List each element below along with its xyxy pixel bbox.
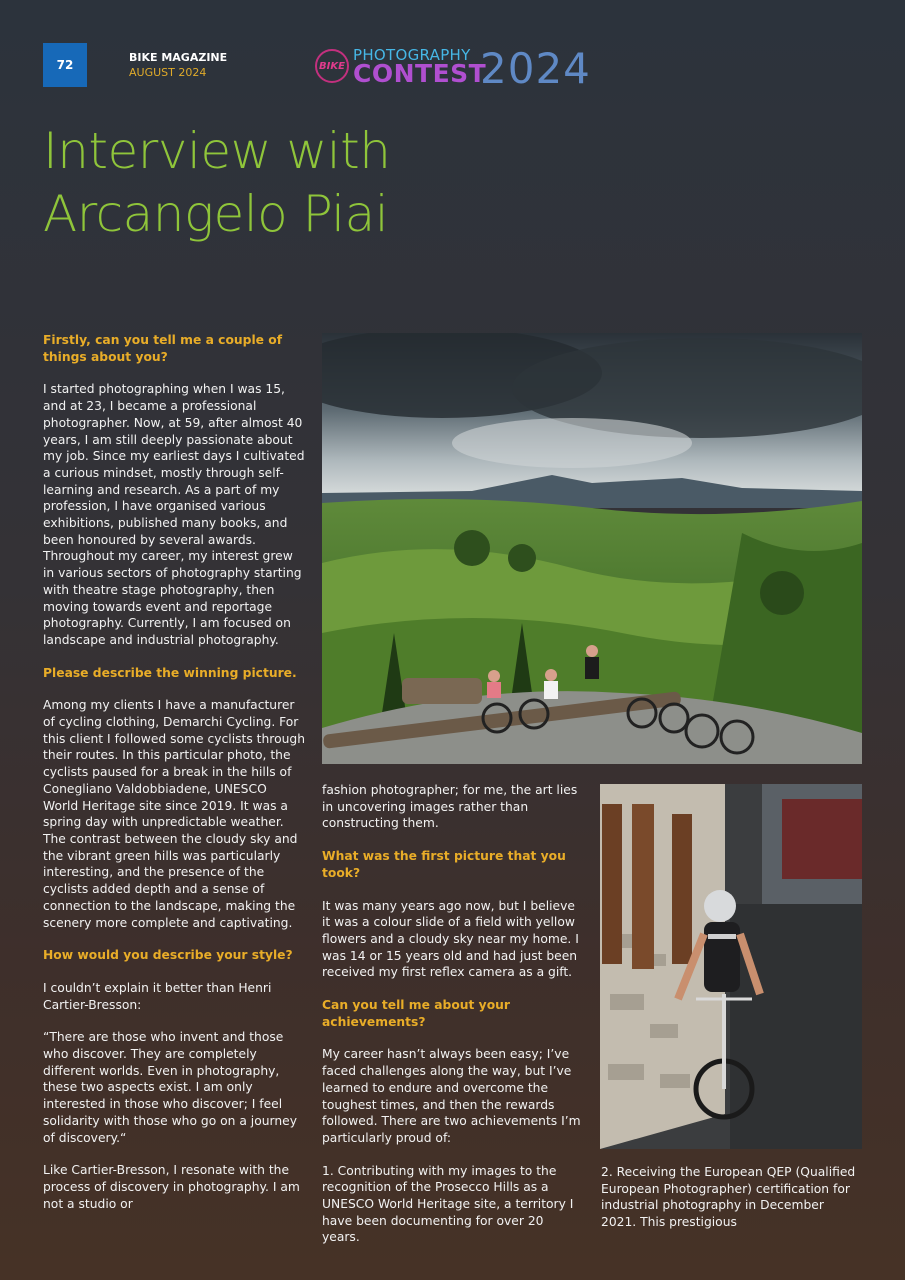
- magazine-masthead: [129, 50, 227, 80]
- article-column-3: [601, 1164, 863, 1247]
- answer-paragraph: It was many years ago now, but I believe it was a colour slide of a field with yellow flowers and a cloudy sky near my home. I was 14 or 15 years old and had just been received my first reflex camera as a gift.: [322, 898, 579, 980]
- article-title: [43, 120, 543, 246]
- page-number: 72: [43, 43, 87, 87]
- landscape-photo: [322, 333, 862, 764]
- question-heading: Can you tell me about your achievements?: [322, 998, 510, 1029]
- answer-paragraph: I started photographing when I was 15, and at 23, I became a professional photographer. Now, at 59, after almost 40 years, I am still deeply passionate about my job. Since my earliest days I cultivated a curious mindset, mostly through self-learning and research. As a part of my profession, I have organised various exhibitions, published many books, and been honoured by several awards. Throughout my career, my interest grew in various sectors of photography starting with theatre stage photography, then moving towards event and reportage photography. Currently, I am focused on landscape and industrial photography.: [43, 382, 305, 647]
- contest-label: CONTEST: [353, 59, 487, 88]
- contest-year: 2024: [480, 44, 591, 93]
- answer-paragraph: 1. Contributing with my images to the recognition of the Prosecco Hills as a UNESCO World Heritage site, a territory I have been documenting for over 20 years.: [322, 1163, 574, 1245]
- article-title-line2: Arcangelo Piai: [43, 185, 389, 243]
- article-column-2: [322, 782, 584, 1262]
- issue-date: AUGUST 2024: [129, 66, 207, 79]
- question-heading: What was the first picture that you took?: [322, 849, 566, 880]
- magazine-name: BIKE MAGAZINE: [129, 51, 228, 64]
- answer-paragraph: Among my clients I have a manufacturer of cycling clothing, Demarchi Cycling. For this client I followed some cyclists through their routes. In this particular photo, the cyclists paused for a break in the hills of Conegliano Valdobbiadene, UNESCO World Heritage site since 2019. It was a spring day with unpredictable weather. The contrast between the cloudy sky and the vibrant green hills was particularly interesting, and the presence of the cyclists added depth and a sense of connection to the landscape, making the scenery more complete and captivating.: [43, 698, 305, 930]
- answer-paragraph: My career hasn’t always been easy; I’ve faced challenges along the way, but I’ve learned to endure and overcome the toughest times, and then the rewards followed. There are two achievements I’m particularly proud of:: [322, 1047, 581, 1145]
- article-title-line1: Interview with: [43, 122, 391, 180]
- quote-paragraph: “There are those who invent and those who discover. They are completely different worlds. Even in photography, these two aspects exist. I am only interested in those who discover; I feel solidarity with those who go on a journey of discovery.“: [43, 1030, 298, 1145]
- contest-badge-icon: BIKE: [315, 49, 349, 83]
- contest-logo: [315, 44, 595, 93]
- answer-paragraph: I couldn’t explain it better than Henri Cartier-Bresson:: [43, 980, 272, 1012]
- article-column-1: [43, 332, 305, 1228]
- question-heading: Firstly, can you tell me a couple of things about you?: [43, 333, 283, 364]
- question-heading: How would you describe your style?: [43, 948, 293, 963]
- answer-paragraph: 2. Receiving the European QEP (Qualified European Photographer) certification for industrial photography in December 2021. This prestigious: [601, 1165, 856, 1230]
- contest-photography-label: PHOTOGRAPHY: [353, 46, 471, 64]
- answer-paragraph: fashion photographer; for me, the art lies in uncovering images rather than constructing them.: [322, 783, 578, 831]
- answer-paragraph: Like Cartier-Bresson, I resonate with the process of discovery in photography. I am not a studio or: [43, 1163, 300, 1211]
- question-heading: Please describe the winning picture.: [43, 665, 297, 680]
- cyclist-photo: [600, 784, 862, 1149]
